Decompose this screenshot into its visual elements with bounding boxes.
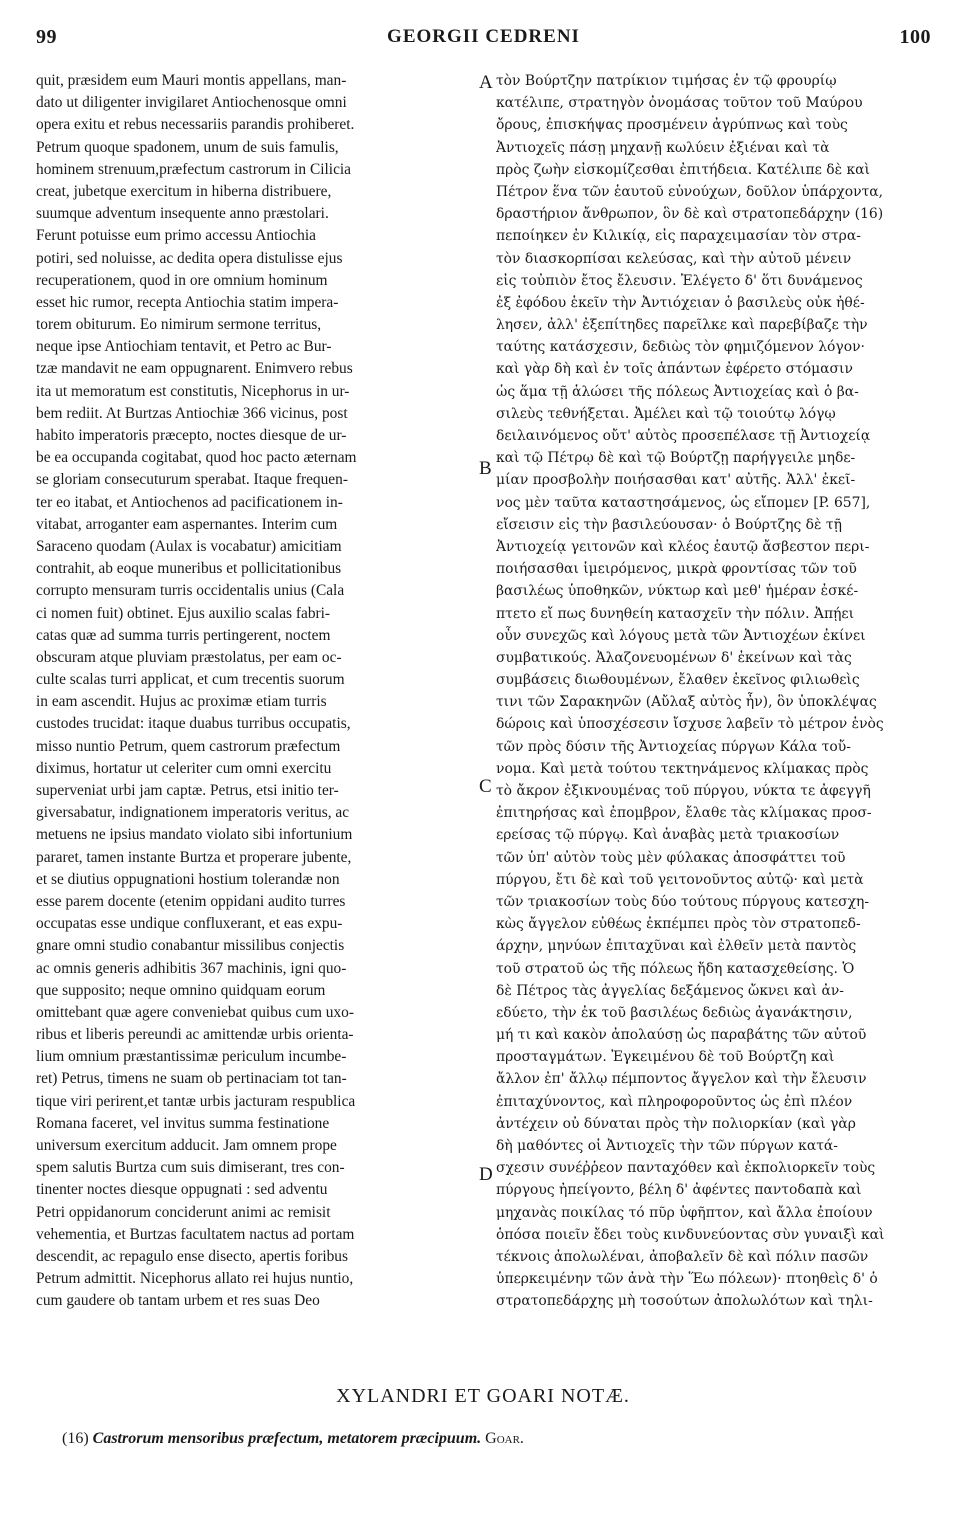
page-header	[36, 26, 931, 56]
latin-line: superveniat urbi jam captæ. Petrus, etsi initio ter-	[36, 782, 339, 799]
latin-line: habito imperatoris præcepto, noctes diesque de ur-	[36, 427, 347, 444]
latin-line: Petri oppidanorum conciderunt animi ac remisit	[36, 1203, 331, 1221]
margin-letter-c: C	[479, 776, 492, 797]
greek-line: πύργους ἠπείγοντο, βέλη δ' ἀφέντες παντοδαπὰ καὶ	[496, 1182, 862, 1199]
latin-line: quit, præsidem eum Mauri montis appellans, man-	[36, 72, 347, 89]
page-number-left: 99	[36, 26, 57, 48]
greek-line: εδύετο, τὴν ἐκ τοῦ βασιλέως δεδιὼς ἀγανάκτησιν,	[496, 1004, 853, 1021]
greek-line: νομα. Καὶ μετὰ τούτου τεκτηνάμενος κλίμακας πρὸς	[496, 760, 869, 777]
margin-letter-a: A	[479, 72, 493, 93]
latin-line: omittebant quæ agere conveniebat quibus cum uxo-	[36, 1003, 354, 1021]
greek-line: Ἀντιοχείᾳ γειτονῶν καὶ κλέος ἑαυτῷ ἄσβεστον περι-	[496, 538, 870, 555]
latin-line: culte scalas turri applicat, et cum trecentis suorum	[36, 671, 345, 689]
greek-line: ὄρους, ἐπισκήψας προσμένειν ἀγρύπνως καὶ τοὺς	[496, 117, 848, 134]
latin-line: ter eo itabat, et Antiochenos ad pacificationem in-	[36, 493, 343, 511]
greek-line: τῶν ὑπ' αὐτὸν τοὺς μὲν φύλακας ἀποσφάττει τοῦ	[496, 849, 846, 866]
latin-line: tzæ mandavit ne eam oppugnarent. Enimvero rebus	[36, 360, 353, 378]
greek-line: συμβατικούς. Ἀλαζονευομένων δ' ἐκείνων καὶ τὰς	[496, 649, 852, 666]
latin-line: obscuram atque pluviam præstolatus, per eam oc-	[36, 648, 342, 666]
latin-line: dato ut diligenter invigilaret Antiochenosque omni	[36, 94, 347, 112]
latin-line: opera exitu et rebus necessariis parandis prohiberet.	[36, 116, 355, 134]
latin-line: se gloriam consecuturum sperabat. Itaque frequen-	[36, 471, 348, 489]
greek-line: στρατοπεδάρχης μὴ τοσούτων ἀπολωλότων καὶ τηλι-	[496, 1293, 873, 1310]
latin-line: custodes trucidat: itaque duabus turribus occupatis,	[36, 715, 351, 733]
latin-line: giversabatur, indignationem imperatoris veritus, ac	[36, 804, 350, 822]
greek-line: τὸν Βούρτζην πατρίκιον τιμήσας ἐν τῷ φρουρίῳ	[496, 73, 837, 89]
greek-line: προσταγμάτων. Ἐγκειμένου δὲ τοῦ Βούρτζη καὶ	[496, 1049, 835, 1066]
greek-line: τινι τῶν Σαρακηνῶν (Αὔλαξ αὐτὸς ἦν), ὃν ὑποκλέψας	[496, 694, 877, 711]
running-title: GEORGII CEDRENI	[387, 26, 580, 47]
greek-line: κὼς ἄγγελον εὐθέως ἐκπέμπει πρὸς τὸν στρατοπεδ-	[496, 916, 861, 933]
latin-line: metuens ne ipsius mandato violato sibi infortunium	[36, 826, 353, 844]
greek-line: καὶ τῷ Πέτρῳ δὲ καὶ τῷ Βούρτζῃ παρήγγειλε μηδε-	[496, 450, 856, 467]
latin-line: ita ut memoratum est constitutis, Nicephorus in ur-	[36, 382, 350, 400]
latin-line: torem obiturum. Eo nimirum sermone territus,	[36, 316, 322, 334]
greek-line: μή τι καὶ κακὸν ἀπολαύσῃ ὡς παραβάτης τῶν αὐτοῦ	[496, 1027, 867, 1044]
latin-line: Saraceno quodam (Aulax is vocabatur) amicitiam	[36, 537, 342, 555]
latin-line: suumque adventum insequente anno præstolari.	[36, 205, 329, 223]
latin-line: ci nomen fuit) obtinet. Ejus auxilio scalas fabri-	[36, 604, 331, 622]
greek-line: νος μὲν ταῦτα καταστησάμενος, ὡς εἴπομεν [P. 657],	[496, 494, 871, 511]
latin-line: vitabat, arroganter eam aspernantes. Interim cum	[36, 515, 338, 533]
greek-line: ὁπόσα ποιεῖν ἔδει τοὺς κινδυνεύοντας σὺν γυναιξὶ καὶ	[496, 1226, 885, 1243]
greek-line: οὖν συνεχῶς καὶ λόγους μετὰ τῶν Ἀντιοχέων ἐκίνει	[496, 627, 866, 644]
latin-line: misso nuntio Petrum, quem castrorum præfectum	[36, 737, 341, 755]
greek-line: τὸ ἄκρον ἐξικνουμένας τοῦ πύργου, νύκτα τε ἀφεγγῆ	[496, 783, 871, 799]
footnote-number: (16)	[62, 1430, 89, 1447]
greek-line: τῶν πρὸς δύσιν τῆς Ἀντιοχείας πύργων Κάλα τοὔ-	[496, 738, 851, 755]
latin-line: Petrum admittit. Nicephorus allato rei hujus nuntio,	[36, 1270, 354, 1288]
greek-line: συμβάσεις διωθουμένων, ἔλαθεν ἐκεῖνος φιλιωθεὶς	[496, 672, 860, 689]
latin-line: recuperationem, quod in ore omnium hominum	[36, 271, 328, 289]
greek-line: άρχην, μηνύων ἐπιταχῦναι καὶ ἐλθεῖν μετὰ παντὸς	[496, 938, 857, 955]
greek-line: βασιλέως ὑποθηκῶν, νύκτωρ καὶ μεθ' ἡμέραν ἐσκέ-	[496, 583, 859, 600]
latin-line: Petrum quoque spadonem, unum de suis famulis,	[36, 138, 339, 156]
latin-line: occupatas esse undique confluxerant, et eas expu-	[36, 915, 343, 933]
latin-line: potiri, sed noluisse, ac dedita opera distulisse ejus	[36, 249, 343, 267]
latin-line: tique viri perirent,et tantæ urbis jacturam respublica	[36, 1092, 356, 1110]
latin-line: esset hic rumor, recepta Antiochia statim impera-	[36, 293, 339, 311]
greek-line: πρὸς ζωὴν εἰσκομίζεσθαι ἐπιτήδεια. Κατέλιπε δὲ καὶ	[496, 161, 870, 178]
greek-line: Ἀντιοχεῖς πάσῃ μηχανῇ κωλύειν ἐξιέναι καὶ τὰ	[496, 139, 830, 156]
latin-line: tinenter noctes diesque oppugnati : sed adventu	[36, 1181, 328, 1199]
greek-line: δὲ Πέτρος τὰς ἀγγελίας δεξάμενος ὤκνει καὶ ἀν-	[496, 982, 844, 999]
greek-line: πτετο εἴ πως δυνηθείη κατασχεῖν τὴν πόλιν. Ἀπῄει	[496, 605, 855, 622]
greek-line: τὸν διασκορπίσαι κελεύσας, καὶ τὴν αὐτοῦ μένειν	[496, 250, 852, 267]
margin-letter-b: B	[479, 458, 492, 479]
greek-line: τέκνοις ἀπολωλέναι, ἀποβαλεῖν δὲ καὶ πόλιν πασῶν	[496, 1248, 869, 1265]
latin-line: ret) Petrus, timens ne suam ob pertinaciam tot tan-	[36, 1070, 347, 1088]
latin-line: descendit, ac repagulo ense disecto, apertis foribus	[36, 1247, 348, 1265]
latin-line: vehementia, et Burtzas facultatem nactus ad portam	[36, 1225, 355, 1243]
greek-line: ἀντέχειν οὐ δύναται πρὸς τὴν πολιορκίαν (καὶ γὰρ	[496, 1115, 856, 1132]
greek-column	[496, 70, 932, 1313]
greek-line: μίαν προσβολὴν ποιήσασθαι κατ' αὐτῆς. Ἀλλ' ἐκεῖ-	[496, 472, 856, 489]
latin-column	[36, 70, 480, 1313]
greek-line: ἄλλον ἐπ' ἄλλῳ πέμποντος ἄγγελον καὶ τὴν ἔλευσιν	[496, 1071, 867, 1088]
latin-line: et se diutius oppugnationi hostium tolerandæ non	[36, 870, 340, 888]
latin-line: spem salutis Burtza cum suis dimiserant, tres con-	[36, 1159, 345, 1177]
greek-line: δειλαινόμενος οὔτ' αὐτὸς προσεπέλασε τῇ Ἀντιοχείᾳ	[496, 428, 871, 444]
greek-line: ὡς ἅμα τῇ ἁλώσει τῆς πόλεως Ἀντιοχείας καὶ ὁ βα-	[496, 383, 859, 400]
greek-line: ερείσας τῷ πύργῳ. Καὶ ἀναβὰς μετὰ τριακοσίων	[496, 827, 840, 844]
page-number-right: 100	[899, 26, 931, 48]
latin-line: esse parem docente (etenim oppidani audito turres	[36, 892, 346, 910]
greek-line: πύργου, ἔτι δὲ καὶ τοῦ γειτονοῦντος αὐτῷ· καὶ μετὰ	[496, 871, 864, 888]
greek-line: καὶ γὰρ δὴ καὶ ἐν τοῖς ἁπάντων ἐφέρετο στόμασιν	[496, 361, 853, 378]
greek-line: ὑπερκειμένην τῶν ἀνὰ τὴν Ἕω πόλεων)· πτοηθεὶς δ' ὁ	[496, 1271, 878, 1288]
greek-line: ταύτης κατάσχεσιν, δεδιὼς τὸν φημιζόμενον λόγον·	[496, 339, 865, 356]
greek-line: λησεν, ἀλλ' ἐξεπίτηδες παρεῖλκε καὶ παρεβίβαζε τὴν	[496, 317, 868, 334]
latin-line: bem rediit. At Burtzas Antiochiæ 366 vicinus, post	[36, 404, 348, 422]
greek-line: ἐπιταχύνοντος, καὶ πληροφοροῦντος ὡς ἐπὶ πλέον	[496, 1093, 853, 1110]
footnote-author: Goar.	[485, 1430, 524, 1447]
greek-line: ἐξ ἐφόδου ἑκεῖν τὴν Ἀντιόχειαν ὁ βασιλεὺς οὐκ ἠθέ-	[496, 294, 865, 311]
footnote	[62, 1430, 932, 1448]
greek-line: εἰς τοὐπιὸν ἔτος ἔλευσιν. Ἐλέγετο δ' ὅτι δυνάμενος	[496, 272, 863, 289]
greek-line: κατέλιπε, στρατηγὸν ὀνομάσας τοῦτον τοῦ Μαύρου	[496, 95, 863, 112]
latin-line: Romana faceret, vel invitus summa festinatione	[36, 1114, 330, 1132]
greek-line: τῶν τριακοσίων τοὺς δύο τούτους πύργους κατεσχη-	[496, 893, 870, 910]
latin-line: que supposito; neque omnino quidquam eorum	[36, 981, 326, 999]
latin-line: corrupto mensuram turris occidentalis unius (Cala	[36, 582, 345, 600]
notes-heading: XYLANDRI ET GOARI NOTÆ.	[336, 1385, 630, 1407]
latin-line: ribus et liberis pereundi ac amittendæ urbis orienta-	[36, 1026, 354, 1044]
latin-line: cum gaudere ob tantam urbem et res suas Deo	[36, 1292, 320, 1310]
greek-line: σιλεὺς τεθνήξεται. Ἀμέλει καὶ τῷ τοιούτῳ λόγῳ	[496, 405, 836, 422]
latin-line: hominem strenuum,præfectum castrorum in Cilicia	[36, 160, 352, 178]
greek-line: τοῦ στρατοῦ ὡς τῆς πόλεως ἤδη κατασχεθείσης. Ὁ	[496, 960, 855, 977]
greek-line: Πέτρον ἕνα τῶν ἑαυτοῦ εὐνούχων, δοῦλον ὑπάρχοντα,	[496, 183, 884, 200]
latin-line: in eam ascendit. Hujus ac proximæ etiam turris	[36, 693, 327, 711]
margin-letter-d: D	[479, 1164, 493, 1185]
latin-line: creat, jubetque exercitum in hiberna distribuere,	[36, 182, 332, 200]
latin-line: gnare omni studio conabantur missilibus conjectis	[36, 937, 345, 955]
greek-line: εἴσεισιν εἰς τὴν βασιλεύουσαν· ὁ Βούρτζης δὲ τῇ	[496, 516, 842, 533]
greek-line: ποιήσασθαι ἱμειρόμενος, μικρὰ φροντίσας τῶν τοῦ	[496, 561, 857, 578]
greek-line: πεποίηκεν ἐν Κιλικίᾳ, εἰς παραχειμασίαν τὸν στρα-	[496, 228, 861, 245]
latin-line: universum exercitum adducit. Jam omnem prope	[36, 1137, 337, 1154]
greek-line: δὴ μαθόντες οἱ Ἀντιοχεῖς τὴν τῶν πύργων κατά-	[496, 1138, 838, 1154]
latin-line: Ferunt potuisse eum primo accessu Antiochia	[36, 227, 316, 245]
greek-line: δώροις καὶ ὑποσχέσεσιν ἴσχυσε λαβεῖν τὸ μέτρον ἑνὸς	[496, 716, 884, 733]
latin-line: pararet, tamen instante Burtza et properare jubente,	[36, 848, 352, 866]
greek-line: ἐπιτηρήσας καὶ ἐπομβρον, ἔλαθε τὰς κλίμακας προσ-	[496, 805, 872, 822]
latin-line: be ea occupanda cogitabat, quod hoc pacto æternam	[36, 449, 357, 467]
latin-line: neque ipse Antiochiam tentavit, et Petro ac Bur-	[36, 338, 332, 356]
latin-line: catas quæ ad summa turris pertingerent, noctem	[36, 626, 331, 644]
footnote-text: Castrorum mensoribus præfectum, metatorem præcipuum.	[92, 1430, 482, 1447]
greek-line: δραστήριον ἄνθρωπον, ὃν δὲ καὶ στρατοπεδάρχην (16)	[496, 206, 884, 223]
latin-line: diximus, hortatur ut celeriter cum omni exercitu	[36, 759, 332, 777]
latin-line: contrahit, ab eoque muneribus et pollicitationibus	[36, 560, 342, 578]
greek-line: σχεσιν συνέῤῥεον πανταχόθεν καὶ ἐκπολιορκεῖν τοὺς	[496, 1160, 876, 1177]
latin-line: ac omnis generis adhibitis 367 machinis, igni quo-	[36, 959, 347, 977]
greek-line: μηχανὰς ποικίλας τό πῦρ ὑφῆπτον, καὶ ἄλλα ἐποίουν	[496, 1204, 873, 1221]
latin-line: lium omnium præstantissimæ periculum incumbe-	[36, 1048, 347, 1066]
